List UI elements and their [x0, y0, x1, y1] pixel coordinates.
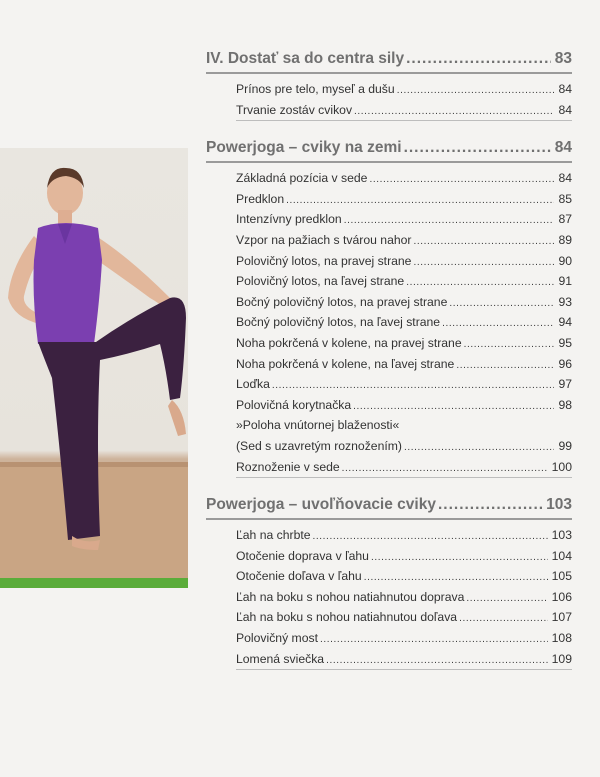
toc-entry: [206, 587, 572, 608]
section-title: Powerjoga – cviky na zemi: [206, 139, 402, 157]
dot-leader: [406, 48, 551, 70]
toc-entry: [206, 628, 572, 649]
entry-page: 84: [558, 171, 572, 186]
dot-leader: [449, 294, 554, 315]
dot-leader: [456, 356, 554, 377]
toc-entry: [206, 546, 572, 567]
dot-leader: [464, 335, 555, 356]
entry-page: 89: [558, 232, 572, 247]
yoga-photo: [0, 148, 188, 580]
entry-title: »Poloha vnútornej blaženosti«: [236, 418, 400, 433]
dot-leader: [459, 609, 548, 630]
toc-entry: [206, 649, 572, 670]
section-page: 103: [546, 496, 572, 514]
dot-leader: [413, 253, 554, 274]
entry-page: 98: [558, 397, 572, 412]
section-heading: [206, 48, 572, 70]
entry-page: 105: [551, 569, 572, 584]
section-divider: [206, 161, 572, 163]
section-heading: [206, 137, 572, 159]
entry-title: Otočenie doľava v ľahu: [236, 569, 362, 584]
entry-title: Polovičný lotos, na ľavej strane: [236, 274, 405, 289]
toc-section: [206, 137, 572, 478]
toc-entry: [206, 100, 572, 121]
entry-page: 97: [558, 377, 572, 392]
dot-leader: [354, 102, 554, 123]
section-title: IV. Dostať sa do centra sily: [206, 50, 405, 67]
entry-page: 96: [558, 356, 572, 371]
toc-entry: [206, 79, 572, 100]
yoga-pose-illustration: [0, 148, 188, 580]
entry-title: (Sed s uzavretým roznožením): [236, 438, 402, 453]
entry-title: Intenzívny predklon: [236, 212, 342, 227]
dot-leader: [369, 170, 554, 191]
section-page: 83: [554, 50, 572, 67]
dot-leader: [371, 548, 548, 569]
dot-leader: [342, 459, 548, 480]
entry-title: Vzpor na pažiach s tvárou nahor: [236, 232, 412, 247]
entry-page: 103: [551, 528, 572, 543]
dot-leader: [406, 273, 554, 294]
toc-entry: [206, 168, 572, 189]
table-of-contents: [206, 48, 572, 686]
toc-entry: [206, 436, 572, 457]
toc-entry: [206, 566, 572, 587]
entry-page: 99: [558, 438, 572, 453]
entry-title: Ľah na boku s nohou natiahnutou doľava: [236, 610, 458, 625]
photo-green-bar: [0, 578, 188, 588]
entry-page: 109: [551, 651, 572, 666]
entry-title: Otočenie doprava v ľahu: [236, 548, 369, 563]
dot-leader: [397, 81, 555, 102]
toc-entry: [206, 292, 572, 313]
entry-page: 85: [558, 191, 572, 206]
entry-page: 90: [558, 253, 572, 268]
entry-page: 104: [551, 548, 572, 563]
entry-title: Bočný polovičný lotos, na ľavej strane: [236, 315, 441, 330]
section-divider: [206, 72, 572, 74]
entry-title: Ľah na chrbte: [236, 528, 311, 543]
raised-foot: [168, 400, 186, 436]
toc-entry: [206, 374, 572, 395]
entry-page: 93: [558, 294, 572, 309]
toc-entry: [206, 395, 572, 416]
entry-title: Polovičný lotos, na pravej strane: [236, 253, 412, 268]
entry-title: Trvanie zostáv cvikov: [236, 102, 353, 117]
toc-entry: [206, 525, 572, 546]
toc-entry: [206, 189, 572, 210]
entry-title: Noha pokrčená v kolene, na ľavej strane: [236, 356, 455, 371]
entry-page: 107: [551, 610, 572, 625]
section-title: Powerjoga – uvoľňovacie cviky: [206, 496, 436, 514]
dot-leader: [413, 232, 554, 253]
section-page: 84: [554, 139, 572, 157]
entry-title: Roznoženie v sede: [236, 459, 340, 474]
entry-page: 100: [551, 459, 572, 474]
entry-page: 106: [551, 589, 572, 604]
toc-entry: [206, 251, 572, 272]
dot-leader: [313, 527, 548, 548]
toc-entry: [206, 230, 572, 251]
dot-leader: [353, 397, 554, 418]
toc-section: [206, 494, 572, 670]
entry-title: Prínos pre telo, myseľ a dušu: [236, 82, 395, 96]
entry-title: Polovičný most: [236, 631, 318, 646]
entry-page: 94: [558, 315, 572, 330]
entry-page: 87: [558, 212, 572, 227]
dot-leader: [320, 630, 548, 651]
entry-page: 108: [551, 631, 572, 646]
entry-page: 84: [558, 82, 572, 96]
entry-title: Bočný polovičný lotos, na pravej strane: [236, 294, 448, 309]
toc-entry: [206, 271, 572, 292]
dot-leader: [326, 651, 548, 672]
purple-shirt: [34, 223, 103, 344]
dot-leader: [404, 438, 554, 459]
entry-title: Základná pozícia v sede: [236, 171, 368, 186]
dot-leader: [466, 589, 547, 610]
entry-title: Lomená sviečka: [236, 651, 325, 666]
dot-leader: [442, 314, 554, 335]
section-divider: [206, 518, 572, 520]
dot-leader: [344, 211, 555, 232]
toc-entry: [206, 415, 572, 436]
entry-page: 95: [558, 335, 572, 350]
toc-entry: [206, 354, 572, 375]
entry-title: Noha pokrčená v kolene, na pravej strane: [236, 335, 462, 350]
toc-entry: [206, 607, 572, 628]
dot-leader: [286, 191, 554, 212]
dot-leader: [438, 494, 542, 516]
dot-leader: [272, 376, 555, 397]
entry-page: 84: [558, 102, 572, 117]
dot-leader: [364, 568, 548, 589]
entry-title: Polovičná korytnačka: [236, 397, 352, 412]
toc-entry: [206, 312, 572, 333]
dot-leader: [404, 137, 551, 159]
toc-entry: [206, 457, 572, 478]
toc-entry: [206, 209, 572, 230]
entry-page: 91: [558, 274, 572, 289]
toc-section: [206, 48, 572, 121]
toc-entry: [206, 333, 572, 354]
entry-title: Predklon: [236, 191, 285, 206]
entry-title: Ľah na boku s nohou natiahnutou doprava: [236, 589, 465, 604]
section-heading: [206, 494, 572, 516]
entry-title: Loďka: [236, 377, 270, 392]
